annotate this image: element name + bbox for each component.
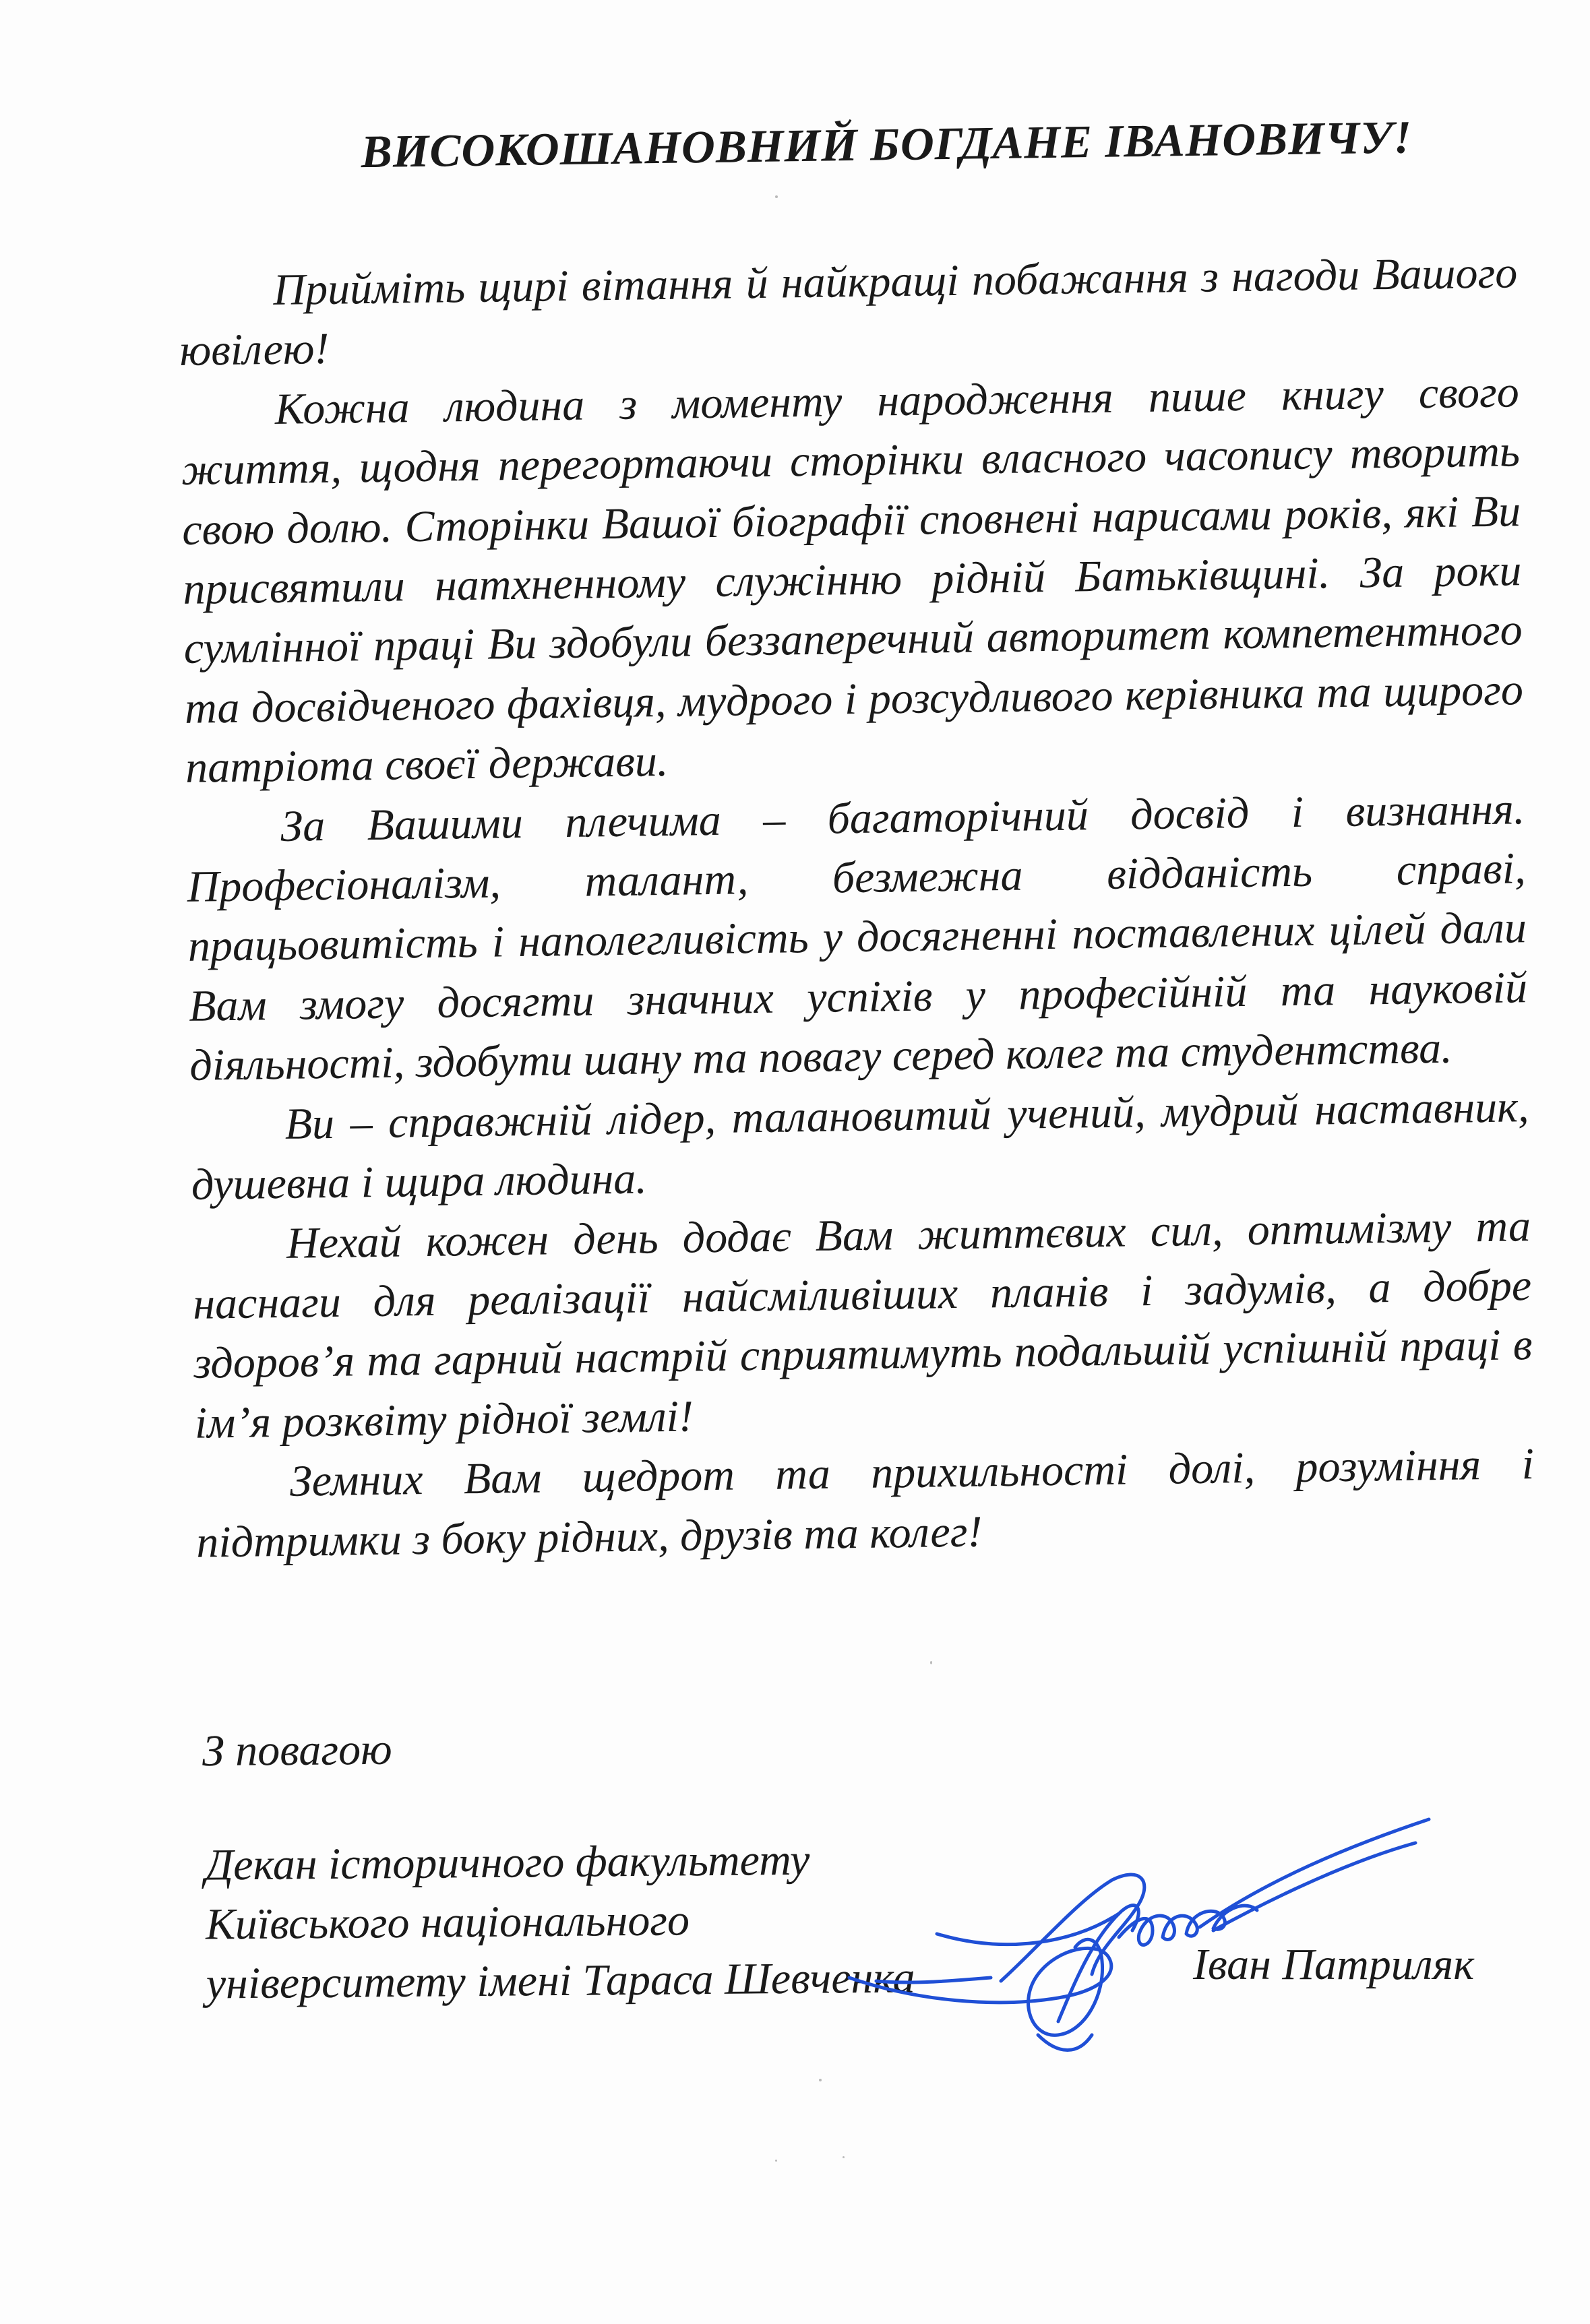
scan-speck bbox=[775, 2160, 777, 2162]
scan-speck bbox=[819, 2079, 822, 2081]
handwritten-signature bbox=[836, 1779, 1442, 2089]
paragraph-final-wish: Земних Вам щедрот та прихильності долі, розуміння і підтримки з боку рідних, друзів та колег! bbox=[195, 1439, 1535, 1567]
paragraph-greeting: Прийміть щирі вітання й найкращі побажання з нагоди Вашого ювілею! bbox=[179, 248, 1518, 376]
scan-speck bbox=[775, 195, 778, 198]
letter-body bbox=[177, 109, 1535, 1572]
paragraph-wishes: Нехай кожен день додає Вам життєвих сил, оптимізму та наснаги для реалізації найсміливіших планів і задумів, а добре здоров’я та гарний настрій сприятимуть подальшій успішній праці в ім’я розквіту рідної землі! bbox=[192, 1201, 1533, 1448]
signatory-name: Іван Патриляк bbox=[1193, 1940, 1475, 1989]
signatory-position bbox=[205, 1829, 915, 2013]
closing-phrase: З повагою bbox=[202, 1724, 392, 1776]
position-line: університету імені Тараса Шевченка bbox=[206, 1953, 915, 2009]
letter-heading: ВИСОКОШАНОВНИЙ БОГДАНЕ ІВАНОВИЧУ! bbox=[361, 111, 1413, 178]
paragraph-experience: За Вашими плечима – багаторічний досвід і визнання. Професіоналізм, талант, безмежна відданість справі, працьовитість і наполегливість у досягненні поставлених цілей дали Вам змогу досягти значних успіхів у професійній та науковій діяльності, здобути шану та повагу серед колег та студентства. bbox=[187, 784, 1528, 1091]
paragraph-biography: Кожна людина з моменту народження пише книгу свого життя, щодня перегортаючи сторінки власного часопису творить свою долю. Сторінки Вашої біографії сповнені нарисами років, які Ви присвятили натхненному служінню рідній Батьківщині. За роки сумлінної праці Ви здобули беззаперечний авторитет компетентного та досвідченого фахівця, мудрого і розсудливого керівника та щирого патріота своєї держави. bbox=[181, 367, 1524, 793]
paragraph-leader: Ви – справжній лідер, талановитий учений, мудрий наставник, душевна і щира людина. bbox=[191, 1081, 1529, 1210]
position-line: Декан історичного факультету bbox=[204, 1835, 810, 1890]
scan-speck bbox=[930, 1661, 932, 1664]
position-line: Київського національного bbox=[205, 1895, 690, 1949]
scan-speck bbox=[843, 2156, 845, 2158]
